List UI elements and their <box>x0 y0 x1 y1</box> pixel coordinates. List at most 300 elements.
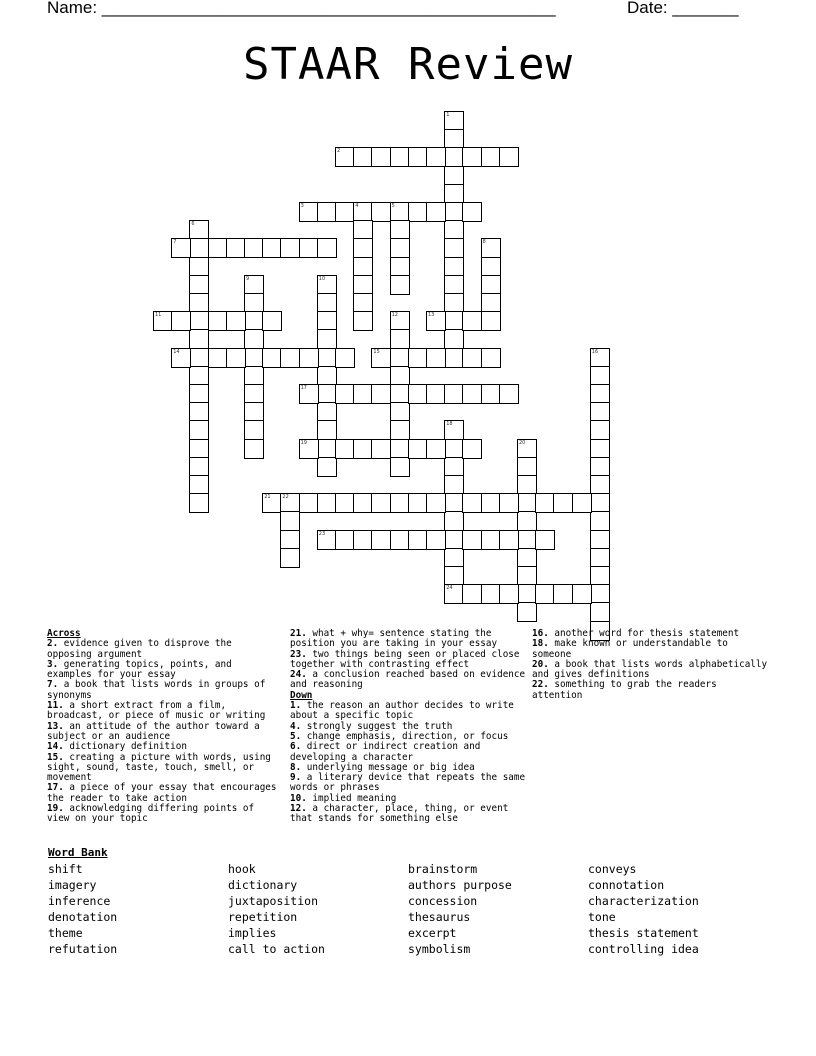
crossword-cell[interactable] <box>280 238 300 258</box>
crossword-cell[interactable] <box>462 493 482 513</box>
crossword-cell[interactable] <box>353 493 373 513</box>
crossword-cell[interactable] <box>189 420 209 440</box>
crossword-cell[interactable] <box>590 566 610 586</box>
crossword-cell[interactable] <box>189 366 209 386</box>
crossword-cell[interactable] <box>481 238 501 258</box>
crossword-cell[interactable] <box>335 530 355 550</box>
crossword-cell[interactable] <box>317 493 337 513</box>
crossword-cell[interactable] <box>590 511 610 531</box>
clue-text: a book that lists words in groups of synonyms <box>47 679 266 701</box>
clue-number-label: 12 <box>391 312 398 319</box>
clue-number-label: 23 <box>318 530 326 537</box>
crossword-cell[interactable] <box>353 384 373 404</box>
crossword-cell[interactable] <box>444 129 464 149</box>
crossword-cell[interactable] <box>353 147 373 167</box>
crossword-cell[interactable] <box>262 311 282 331</box>
crossword-cell[interactable] <box>244 238 264 258</box>
crossword-cell[interactable] <box>189 402 209 422</box>
clue-number: 10. <box>290 792 307 804</box>
crossword-cell[interactable] <box>390 220 410 240</box>
crossword-cell[interactable] <box>481 530 501 550</box>
crossword-cell[interactable] <box>390 348 410 368</box>
crossword-cell[interactable] <box>390 238 410 258</box>
crossword-cell[interactable] <box>462 384 482 404</box>
crossword-cell[interactable] <box>499 530 519 550</box>
crossword-cell[interactable] <box>590 457 610 477</box>
crossword-cell[interactable] <box>189 475 209 495</box>
crossword-cell[interactable] <box>408 493 428 513</box>
crossword-cell[interactable] <box>390 530 410 550</box>
clue-number-label: 14 <box>173 348 180 355</box>
crossword-cell[interactable] <box>481 493 501 513</box>
crossword-cell[interactable] <box>280 493 300 513</box>
word-bank-word: implies <box>228 926 277 940</box>
crossword-cell[interactable] <box>499 584 519 604</box>
crossword-cell[interactable] <box>317 275 337 295</box>
crossword-cell[interactable] <box>317 384 337 404</box>
clue-item <box>47 753 282 784</box>
clue-number: 3. <box>47 658 59 670</box>
crossword-cell[interactable] <box>371 348 391 368</box>
crossword-cell[interactable] <box>572 493 592 513</box>
crossword-cell[interactable] <box>390 329 410 349</box>
crossword-cell[interactable] <box>517 548 537 568</box>
clue-text: a character, place, thing, or event that stands for something else <box>290 803 509 825</box>
crossword-cell[interactable] <box>244 420 264 440</box>
crossword-cell[interactable] <box>517 602 537 622</box>
crossword-cell[interactable] <box>262 238 282 258</box>
crossword-cell[interactable] <box>390 311 410 331</box>
crossword-cell[interactable] <box>244 275 264 295</box>
word-bank-word: repetition <box>228 910 298 924</box>
clue-number: 5. <box>290 730 302 742</box>
crossword-cell[interactable] <box>481 384 501 404</box>
clues-column-2 <box>290 629 526 825</box>
word-bank-word: connotation <box>588 878 665 892</box>
crossword-cell[interactable] <box>390 420 410 440</box>
crossword-cell[interactable] <box>535 530 555 550</box>
crossword-cell[interactable] <box>590 384 610 404</box>
crossword-cell[interactable] <box>444 257 464 277</box>
word-bank-word: call to action <box>228 942 325 956</box>
clue-number: 11. <box>47 700 64 712</box>
crossword-cell[interactable] <box>244 366 264 386</box>
crossword-cell[interactable] <box>317 530 337 550</box>
crossword-cell[interactable] <box>517 439 537 459</box>
crossword-cell[interactable] <box>280 511 300 531</box>
clue-text: evidence given to disprove the opposing argument <box>47 638 232 660</box>
crossword-cell[interactable] <box>444 584 464 604</box>
crossword-cell[interactable] <box>317 238 337 258</box>
crossword-cell[interactable] <box>390 202 410 222</box>
word-bank-word: excerpt <box>408 926 457 940</box>
crossword-cell[interactable] <box>390 257 410 277</box>
crossword-cell[interactable] <box>444 493 464 513</box>
clue-number-label: 20 <box>519 439 526 446</box>
crossword-cell[interactable] <box>444 566 464 586</box>
crossword-cell[interactable] <box>189 220 209 240</box>
clue-text: something to grab the readers attention <box>532 679 717 701</box>
word-bank-word: tone <box>588 910 616 924</box>
crossword-cell[interactable] <box>444 475 464 495</box>
crossword-cell[interactable] <box>426 202 446 222</box>
crossword-cell[interactable] <box>408 348 428 368</box>
crossword-cell[interactable] <box>244 384 264 404</box>
crossword-cell[interactable] <box>408 530 428 550</box>
crossword-cell[interactable] <box>444 311 464 331</box>
clue-number: 19. <box>47 803 64 815</box>
crossword-cell[interactable] <box>426 439 446 459</box>
across-heading: Across <box>47 628 81 639</box>
crossword-cell[interactable] <box>353 439 373 459</box>
crossword-cell[interactable] <box>371 493 391 513</box>
crossword-cell[interactable] <box>499 384 519 404</box>
crossword-cell[interactable] <box>444 420 464 440</box>
crossword-cell[interactable] <box>317 348 337 368</box>
crossword-cell[interactable] <box>390 384 410 404</box>
crossword-cell[interactable] <box>444 457 464 477</box>
crossword-cell[interactable] <box>353 530 373 550</box>
crossword-cell[interactable] <box>353 238 373 258</box>
crossword-cell[interactable] <box>353 257 373 277</box>
clue-number-label: 18 <box>446 421 453 428</box>
clue-number: 24. <box>290 669 307 681</box>
crossword-cell[interactable] <box>426 311 446 331</box>
crossword-cell[interactable] <box>462 530 482 550</box>
clue-number: 7. <box>47 679 59 691</box>
crossword-cell[interactable] <box>317 311 337 331</box>
crossword-cell[interactable] <box>390 439 410 459</box>
clue-text: generating topics, points, and examples for your essay <box>47 658 232 681</box>
crossword-cell[interactable] <box>444 511 464 531</box>
clue-number-label: 17 <box>300 385 307 391</box>
crossword-cell[interactable] <box>299 238 319 258</box>
crossword-cell[interactable] <box>590 602 610 622</box>
crossword-cell[interactable] <box>353 275 373 295</box>
crossword-cell[interactable] <box>171 348 191 368</box>
crossword-cell[interactable] <box>590 475 610 495</box>
crossword-cell[interactable] <box>208 311 228 331</box>
crossword-cell[interactable] <box>444 111 464 131</box>
clue-number-label: 21 <box>264 494 271 501</box>
crossword-cell[interactable] <box>481 257 501 277</box>
crossword-cell[interactable] <box>317 420 337 440</box>
clue-number-label: 5 <box>391 203 395 209</box>
crossword-cell[interactable] <box>444 202 464 222</box>
crossword-cell[interactable] <box>335 202 355 222</box>
crossword-cell[interactable] <box>371 147 391 167</box>
crossword-cell[interactable] <box>353 220 373 240</box>
clue-number: 2. <box>47 638 59 650</box>
crossword-cell[interactable] <box>408 439 428 459</box>
crossword-cell[interactable] <box>444 238 464 258</box>
clues-column-1 <box>47 629 282 825</box>
crossword-cell[interactable] <box>189 257 209 277</box>
crossword-cell[interactable] <box>171 311 191 331</box>
word-bank-word: inference <box>48 894 111 908</box>
crossword-cell[interactable] <box>590 493 610 513</box>
clue-item <box>47 804 282 825</box>
crossword-cell[interactable] <box>335 348 355 368</box>
clue-number: 4. <box>290 720 302 732</box>
crossword-cell[interactable] <box>462 439 482 459</box>
crossword-cell[interactable] <box>208 238 228 258</box>
crossword-cell[interactable] <box>317 366 337 386</box>
clue-item <box>290 650 526 671</box>
crossword-cell[interactable] <box>353 311 373 331</box>
crossword-cell[interactable] <box>317 202 337 222</box>
crossword-cell[interactable] <box>590 402 610 422</box>
down-clues-list-continued <box>532 629 768 701</box>
crossword-cell[interactable] <box>299 439 319 459</box>
crossword-cell[interactable] <box>335 147 355 167</box>
crossword-cell[interactable] <box>353 202 373 222</box>
crossword-cell[interactable] <box>462 311 482 331</box>
crossword-cell[interactable] <box>226 311 246 331</box>
clue-number-label: 9 <box>246 275 250 282</box>
clue-number: 6. <box>290 741 302 753</box>
crossword-cell[interactable] <box>481 147 501 167</box>
crossword-cell[interactable] <box>299 384 319 404</box>
clue-text: dictionary definition <box>63 741 187 753</box>
crossword-cell[interactable] <box>444 220 464 240</box>
crossword-cell[interactable] <box>299 202 319 222</box>
clue-item <box>290 804 526 825</box>
clue-number: 18. <box>532 638 549 650</box>
crossword-cell[interactable] <box>189 329 209 349</box>
clue-item <box>47 701 282 722</box>
clue-text: make known or understandable to someone <box>532 638 728 660</box>
crossword-cell[interactable] <box>590 439 610 459</box>
clue-item <box>290 670 526 691</box>
crossword-cell[interactable] <box>590 348 610 368</box>
crossword-cell[interactable] <box>444 275 464 295</box>
crossword-cell[interactable] <box>262 348 282 368</box>
crossword-cell[interactable] <box>462 202 482 222</box>
crossword-cell[interactable] <box>244 402 264 422</box>
clue-number-label: 7 <box>173 239 177 246</box>
clue-item <box>47 660 282 681</box>
crossword-cell[interactable] <box>280 530 300 550</box>
crossword-cell[interactable] <box>535 584 555 604</box>
crossword-cell[interactable] <box>371 530 391 550</box>
crossword-cell[interactable] <box>444 439 464 459</box>
clue-item <box>290 773 526 794</box>
word-bank-word: thesis statement <box>588 926 699 940</box>
crossword-cell[interactable] <box>317 439 337 459</box>
crossword-cell[interactable] <box>462 348 482 368</box>
word-bank-word: conveys <box>588 862 637 876</box>
crossword-cell[interactable] <box>335 439 355 459</box>
crossword-cell[interactable] <box>189 384 209 404</box>
crossword-cell[interactable] <box>317 329 337 349</box>
word-bank-word: juxtaposition <box>228 894 319 908</box>
crossword-cell[interactable] <box>462 584 482 604</box>
crossword-cell[interactable] <box>390 493 410 513</box>
clue-text: another word for thesis statement <box>548 628 740 639</box>
crossword-cell[interactable] <box>390 457 410 477</box>
crossword-cell[interactable] <box>426 348 446 368</box>
crossword-cell[interactable] <box>171 238 191 258</box>
crossword-cell[interactable] <box>244 439 264 459</box>
clue-number: 22. <box>532 679 549 691</box>
crossword-cell[interactable] <box>517 457 537 477</box>
crossword-cell[interactable] <box>189 311 209 331</box>
clue-item <box>47 722 282 743</box>
clue-number: 21. <box>290 628 307 639</box>
crossword-cell[interactable] <box>517 530 537 550</box>
crossword-cell[interactable] <box>517 566 537 586</box>
crossword-cell[interactable] <box>244 311 264 331</box>
crossword-cell[interactable] <box>590 366 610 386</box>
crossword-cell[interactable] <box>517 493 537 513</box>
crossword-cell[interactable] <box>189 238 209 258</box>
crossword-cell[interactable] <box>444 548 464 568</box>
word-bank-column-4 <box>588 861 699 957</box>
crossword-cell[interactable] <box>535 493 555 513</box>
crossword-cell[interactable] <box>553 493 573 513</box>
crossword-cell[interactable] <box>499 493 519 513</box>
crossword-cell[interactable] <box>590 420 610 440</box>
crossword-cell[interactable] <box>517 584 537 604</box>
crossword-cell[interactable] <box>208 348 228 368</box>
clue-text: change emphasis, direction, or focus <box>301 730 509 742</box>
crossword-cell[interactable] <box>481 584 501 604</box>
crossword-cell[interactable] <box>335 493 355 513</box>
crossword-cell[interactable] <box>335 384 355 404</box>
crossword-cell[interactable] <box>444 166 464 186</box>
crossword-cell[interactable] <box>390 147 410 167</box>
crossword-cell[interactable] <box>280 348 300 368</box>
clue-item <box>47 783 282 804</box>
crossword-cell[interactable] <box>408 384 428 404</box>
clue-number: 15. <box>47 751 64 763</box>
crossword-cell[interactable] <box>189 457 209 477</box>
clue-number-label: 6 <box>191 221 195 228</box>
clue-item <box>532 660 768 681</box>
crossword-cell[interactable] <box>189 348 209 368</box>
crossword-cell[interactable] <box>408 147 428 167</box>
crossword-cell[interactable] <box>317 293 337 313</box>
crossword-cell[interactable] <box>299 493 319 513</box>
crossword-cell[interactable] <box>226 348 246 368</box>
crossword-cell[interactable] <box>590 548 610 568</box>
across-clues-list-continued <box>290 629 526 691</box>
clue-text: creating a picture with words, using sight, sound, taste, touch, smell, or movement <box>47 751 271 784</box>
clue-text: two things being seen or placed close together with contrasting effect <box>290 648 520 670</box>
crossword-cell[interactable] <box>462 147 482 167</box>
crossword-cell[interactable] <box>408 202 428 222</box>
word-bank-word: brainstorm <box>408 862 478 876</box>
crossword-cell[interactable] <box>371 439 391 459</box>
crossword-cell[interactable] <box>499 147 519 167</box>
clue-number: 13. <box>47 720 64 732</box>
crossword-cell[interactable] <box>481 311 501 331</box>
crossword-cell[interactable] <box>390 275 410 295</box>
crossword-cell[interactable] <box>481 275 501 295</box>
date-field-label: Date: _______ <box>627 0 739 17</box>
crossword-cell[interactable] <box>590 584 610 604</box>
clue-text: the reason an author decides to write about a specific topic <box>290 700 514 722</box>
clue-number-label: 15 <box>373 348 380 355</box>
crossword-cell[interactable] <box>590 530 610 550</box>
crossword-cell[interactable] <box>189 439 209 459</box>
crossword-cell[interactable] <box>153 311 173 331</box>
word-bank-word: controlling idea <box>588 942 699 956</box>
crossword-cell[interactable] <box>444 348 464 368</box>
clue-number: 17. <box>47 782 64 794</box>
crossword-cell[interactable] <box>444 384 464 404</box>
crossword-cell[interactable] <box>444 530 464 550</box>
crossword-cell[interactable] <box>317 457 337 477</box>
clue-item <box>290 701 526 722</box>
crossword-cell[interactable] <box>572 584 592 604</box>
clue-item <box>532 680 768 701</box>
crossword-cell[interactable] <box>517 475 537 495</box>
crossword-cell[interactable] <box>371 384 391 404</box>
word-bank-word: denotation <box>48 910 118 924</box>
crossword-cell[interactable] <box>426 384 446 404</box>
crossword-cell[interactable] <box>189 275 209 295</box>
crossword-cell[interactable] <box>553 584 573 604</box>
crossword-cell[interactable] <box>226 238 246 258</box>
crossword-cell[interactable] <box>371 202 391 222</box>
crossword-cell[interactable] <box>444 293 464 313</box>
crossword-cell[interactable] <box>317 402 337 422</box>
clue-text: a book that lists words alphabetically and gives definitions <box>532 658 768 681</box>
crossword-cell[interactable] <box>244 348 264 368</box>
clue-text: acknowledging differing points of view on your topic <box>47 803 255 825</box>
word-bank-word: theme <box>48 926 83 940</box>
crossword-cell[interactable] <box>426 147 446 167</box>
clue-number: 8. <box>290 761 302 773</box>
crossword-cell[interactable] <box>517 511 537 531</box>
crossword-cell[interactable] <box>244 329 264 349</box>
clues-column-3 <box>532 629 768 701</box>
word-bank-word: shift <box>48 862 83 876</box>
clue-number-label: 16 <box>591 348 599 355</box>
crossword-cell[interactable] <box>189 493 209 513</box>
crossword-cell[interactable] <box>244 293 264 313</box>
crossword-cell[interactable] <box>481 348 501 368</box>
clue-number-label: 10 <box>318 275 326 282</box>
crossword-cell[interactable] <box>444 329 464 349</box>
word-bank-word: hook <box>228 862 256 876</box>
crossword-cell[interactable] <box>444 184 464 204</box>
clue-text: implied meaning <box>306 792 397 804</box>
clue-item <box>290 629 526 650</box>
clue-number-label: 4 <box>355 203 359 209</box>
down-heading: Down <box>290 689 313 701</box>
crossword-cell[interactable] <box>481 293 501 313</box>
word-bank-word: imagery <box>48 878 97 892</box>
crossword-cell[interactable] <box>390 402 410 422</box>
clue-item <box>290 742 526 763</box>
word-bank-word: refutation <box>48 942 118 956</box>
crossword-cell[interactable] <box>444 147 464 167</box>
clue-number-label: 3 <box>300 203 304 209</box>
crossword-cell[interactable] <box>353 293 373 313</box>
crossword-cell[interactable] <box>189 293 209 313</box>
clue-number-label: 8 <box>482 239 486 246</box>
crossword-cell[interactable] <box>426 530 446 550</box>
crossword-cell[interactable] <box>299 348 319 368</box>
crossword-cell[interactable] <box>390 366 410 386</box>
clue-text: underlying message or big idea <box>301 761 475 773</box>
crossword-cell[interactable] <box>426 493 446 513</box>
crossword-cell[interactable] <box>262 493 282 513</box>
crossword-cell[interactable] <box>280 548 300 568</box>
